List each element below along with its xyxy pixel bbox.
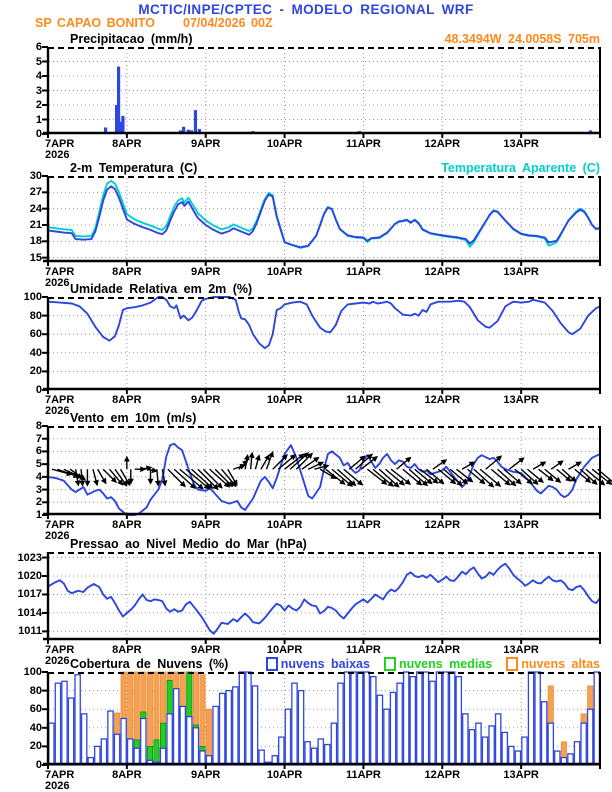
cloud-cover-x-tick-label: 12APR (424, 769, 461, 781)
precipitation-y-tick-label: 0 (35, 128, 42, 140)
mid-clouds-swatch-icon (384, 657, 396, 671)
relative-humidity-2m-y-tick-label: 100 (23, 291, 42, 303)
temperature-2m-x-tick-label: 11APR (345, 266, 381, 278)
panel-title-wind: Vento em 10m (m/s) (70, 411, 197, 425)
precipitation-x-tick-label: 12APR (424, 138, 461, 150)
cloud-cover-x-tick-label: 13APR (503, 769, 539, 781)
wind-10m-y-tick-label: 3 (35, 483, 42, 496)
temperature-2m-y-tick-label: 30 (29, 170, 42, 182)
wind-10m-x-year-label: 2026 (45, 530, 70, 542)
page-title: MCTIC/INPE/CPTEC - MODELO REGIONAL WRF (138, 2, 474, 17)
cloud-cover-x-tick-label: 8APR (112, 769, 142, 781)
precipitation-y-tick-label: 6 (35, 41, 42, 53)
mean-sea-level-pressure-y-tick-label: 1017 (17, 588, 42, 601)
cloud-cover-y-tick-label: 100 (23, 666, 42, 678)
temperature-2m-y-tick-label: 21 (29, 218, 42, 231)
relative-humidity-2m-x-tick-label: 12APR (424, 394, 461, 406)
temperature-2m-x-tick-label: 7APR (45, 266, 75, 278)
mean-sea-level-pressure-y-tick-label: 1020 (17, 570, 42, 582)
temperature-2m-x-tick-label: 13APR (503, 266, 539, 278)
temperature-2m-y-tick-label: 24 (29, 202, 42, 215)
humidity-title-row (48, 280, 600, 296)
precipitation-y-tick-label: 5 (35, 55, 42, 68)
relative-humidity-2m-x-year-label: 2026 (45, 405, 70, 417)
precipitation-y-tick-label: 2 (35, 99, 42, 111)
run-datetime: 07/04/2026 00Z (183, 16, 273, 30)
wind-10m-x-tick-label: 12APR (424, 519, 461, 531)
panel-title-cloud-cover: Cobertura de Nuvens (%) (70, 657, 229, 671)
legend-item-low-clouds (266, 657, 370, 671)
cloud-cover-x-tick-label: 11APR (345, 769, 381, 781)
cloud-cover-x-tick-label: 7APR (45, 769, 75, 781)
mean-sea-level-pressure-x-tick-label: 7APR (45, 644, 75, 656)
relative-humidity-2m-y-tick-label: 20 (29, 365, 42, 378)
temperature-plot (0, 176, 612, 262)
mean-sea-level-pressure-x-tick-label: 12APR (424, 644, 461, 656)
temperature-2m-x-tick-label: 8APR (112, 266, 142, 278)
legend-label-high-clouds: nuvens altas (521, 657, 600, 671)
panel-title-temperature: 2-m Temperatura (C) (70, 161, 198, 175)
relative-humidity-2m-x-tick-label: 10APR (266, 394, 303, 406)
relative-humidity-2m-x-tick-label: 7APR (45, 394, 75, 406)
relative-humidity-2m-y-tick-label: 80 (29, 309, 42, 322)
cloud-cover-x-tick-label: 9APR (191, 769, 221, 781)
temperature-2m-x-tick-label: 12APR (424, 266, 461, 278)
wind-10m-x-tick-label: 9APR (191, 519, 221, 531)
temperature-2m-x-year-label: 2026 (45, 277, 70, 289)
precipitation-y-tick-label: 3 (35, 84, 42, 97)
temperature-title-row (48, 159, 600, 175)
panel-title-precipitation: Precipitacao (mm/h) (70, 32, 193, 46)
wind-10m-y-tick-label: 6 (35, 445, 42, 458)
mean-sea-level-pressure-x-tick-label: 13APR (503, 644, 539, 656)
mean-sea-level-pressure-y-tick-label: 1014 (17, 606, 42, 619)
legend-item-high-clouds (506, 657, 600, 671)
relative-humidity-2m-x-tick-label: 13APR (503, 394, 539, 406)
cloud-cover-x-year-label: 2026 (45, 780, 70, 792)
mean-sea-level-pressure-x-tick-label: 11APR (345, 644, 381, 656)
low-clouds-swatch-icon (266, 657, 278, 671)
precipitation-x-tick-label: 8APR (112, 138, 142, 150)
panel-title-humidity: Umidade Relativa em 2m (%) (70, 282, 253, 296)
relative-humidity-2m-y-tick-label: 40 (29, 346, 42, 359)
station-coords: 48.3494W 24.0058S 705m (444, 32, 600, 46)
legend-label-mid-clouds: nuvens medias (398, 657, 493, 671)
precipitation-x-tick-label: 10APR (266, 138, 303, 150)
mean-sea-level-pressure-y-tick-label: 1011 (18, 625, 42, 638)
cloud-cover-y-tick-label: 40 (29, 721, 42, 734)
precipitation-x-tick-label: 9APR (191, 138, 221, 150)
cloud-cover-x-tick-label: 10APR (266, 769, 303, 781)
mean-sea-level-pressure-x-year-label: 2026 (45, 655, 70, 667)
wind-10m-y-tick-label: 4 (35, 470, 42, 483)
precipitation-x-year-label: 2026 (45, 149, 70, 161)
precipitation-x-tick-label: 7APR (45, 138, 75, 150)
cloud-cover-plot (0, 672, 612, 765)
mean-sea-level-pressure-x-tick-label: 8APR (112, 644, 142, 656)
precipitation-y-tick-label: 4 (35, 70, 42, 82)
cloud-cover-y-tick-label: 20 (29, 740, 42, 753)
relative-humidity-2m-x-tick-label: 11APR (345, 394, 381, 406)
cloud-cover-y-tick-label: 60 (29, 703, 42, 716)
legend-label-low-clouds: nuvens baixas (280, 657, 370, 671)
temperature-2m-x-tick-label: 10APR (266, 266, 303, 278)
station-name: SP CAPAO BONITO (35, 16, 155, 30)
precipitation-y-tick-label: 1 (35, 113, 42, 126)
pressure-plot (0, 552, 612, 640)
wind-10m-x-tick-label: 11APR (345, 519, 381, 531)
precipitation-x-tick-label: 13APR (503, 138, 539, 150)
wind-10m-x-tick-label: 7APR (45, 519, 75, 531)
cloud-title-row (48, 655, 600, 671)
temperature-2m-y-tick-label: 18 (29, 235, 42, 248)
legend-item-mid-clouds (384, 657, 492, 671)
temperature-2m-x-tick-label: 9APR (191, 266, 221, 278)
wind-plot (0, 426, 612, 515)
humidity-plot (0, 297, 612, 390)
station-line (35, 16, 273, 30)
cloud-cover-y-tick-label: 0 (35, 759, 42, 771)
cloud-cover-y-tick-label: 80 (29, 684, 42, 697)
relative-humidity-2m-y-tick-label: 0 (35, 384, 42, 396)
mean-sea-level-pressure-x-tick-label: 10APR (266, 644, 303, 656)
cloud-legend (266, 657, 600, 671)
precipitation-plot (0, 47, 612, 134)
precipitation-x-tick-label: 11APR (345, 138, 381, 150)
wind-10m-y-tick-label: 7 (35, 432, 42, 445)
relative-humidity-2m-y-tick-label: 60 (29, 328, 42, 341)
panel-title-pressure: Pressao ao Nivel Medio do Mar (hPa) (70, 537, 307, 551)
relative-humidity-2m-x-tick-label: 9APR (191, 394, 221, 406)
wind-10m-x-tick-label: 13APR (503, 519, 539, 531)
wind-10m-x-tick-label: 8APR (112, 519, 142, 531)
temperature-2m-y-tick-label: 27 (29, 186, 42, 199)
high-clouds-swatch-icon (506, 657, 518, 671)
mean-sea-level-pressure-y-tick-label: 1023 (17, 551, 42, 564)
panel-title-apparent-temperature: Temperatura Aparente (C) (441, 161, 600, 175)
wind-10m-x-tick-label: 10APR (266, 519, 303, 531)
relative-humidity-2m-x-tick-label: 8APR (112, 394, 142, 406)
wind-10m-y-tick-label: 1 (35, 509, 42, 521)
precip-title-row (48, 30, 600, 46)
pressure-title-row (48, 535, 600, 551)
temperature-2m-y-tick-label: 15 (29, 251, 42, 264)
wind-10m-y-tick-label: 5 (35, 458, 42, 471)
wind-10m-y-tick-label: 8 (35, 420, 42, 432)
wind-title-row (48, 409, 600, 425)
mean-sea-level-pressure-x-tick-label: 9APR (191, 644, 221, 656)
wind-10m-y-tick-label: 2 (35, 496, 42, 509)
